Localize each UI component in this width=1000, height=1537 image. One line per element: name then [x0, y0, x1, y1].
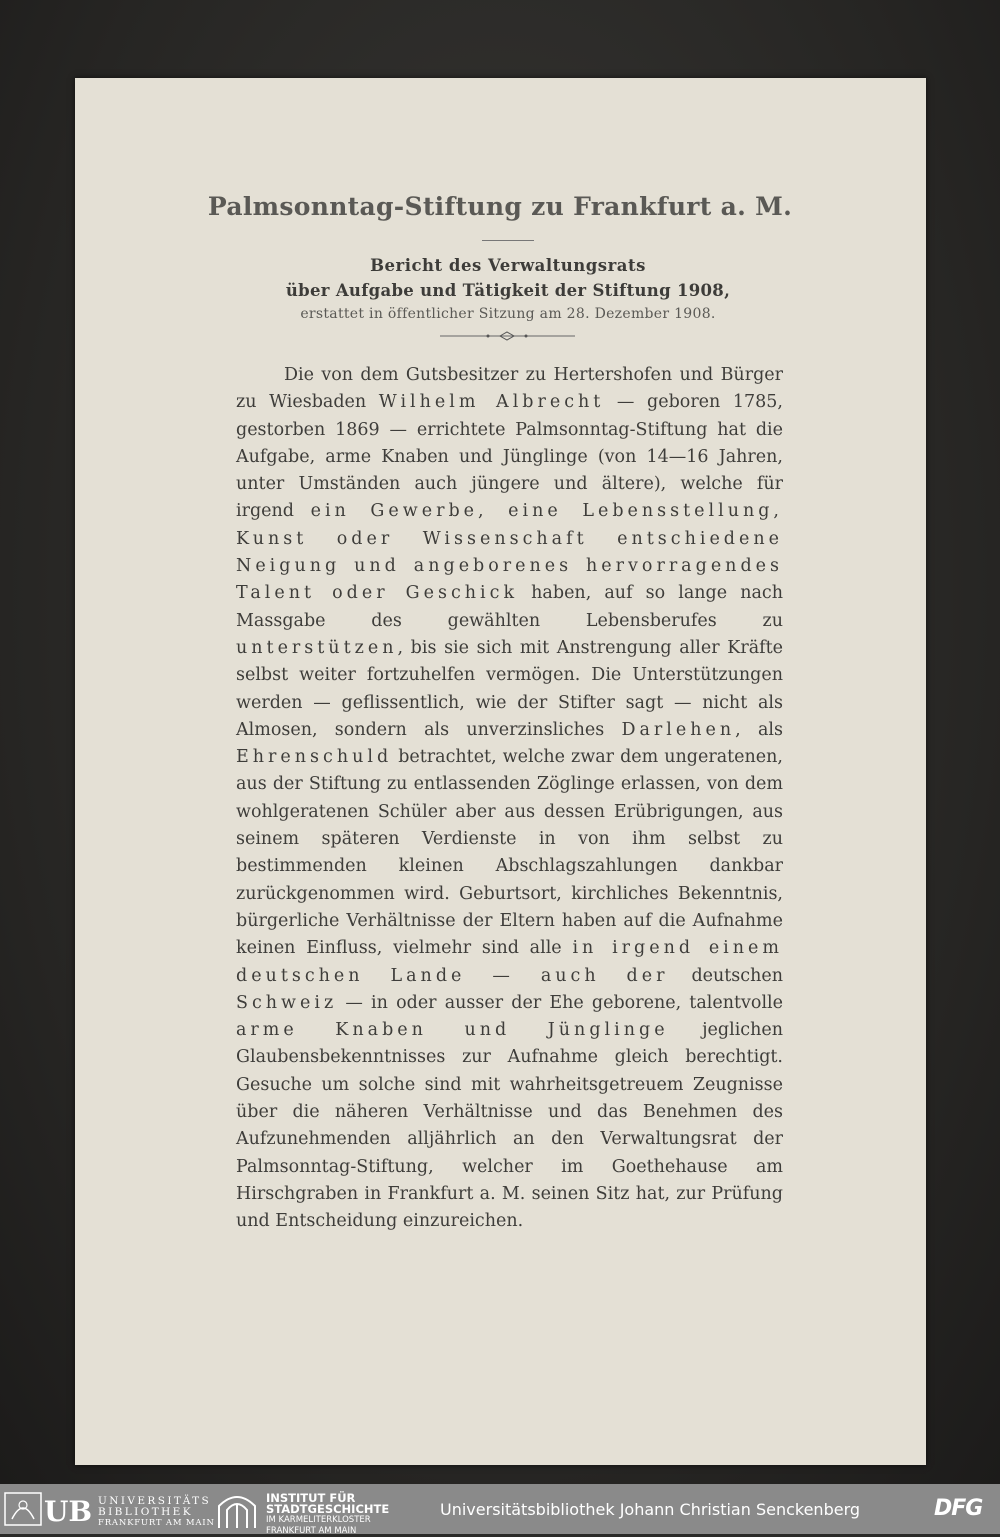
body-text-7: deutschen [668, 965, 783, 986]
emphasis-2: unterstützen [236, 637, 398, 658]
ub-text-block[interactable] [98, 1496, 215, 1529]
title-divider [482, 240, 534, 241]
ub-line-3: FRANKFURT AM MAIN [98, 1518, 215, 1528]
ub-line-1: UNIVERSITÄTS [98, 1495, 212, 1507]
body-text-4: , bis sie sich mit Anstrengung aller Kräfte selbst weiter fortzuhelfen vermögen. Die Unterstützungen werden — geflissentlich, wie der Stifter sagt — nicht als Almosen, sondern als unverzinsliches [236, 637, 783, 740]
emphasis-3: Darlehen [621, 719, 736, 740]
ub-logo-icon[interactable] [4, 1491, 92, 1527]
body-text-9: jeglichen Glaubensbekenntnisses zur Aufnahme gleich berechtigt. Gesuche um solche sind mit wahrheitsgetreuem Zeugnisse über die näheren Verhältnisse und das Benehmen des Aufzunehmenden alljährlich an den Verwaltungsrat der Palmsonntag-Stiftung, welcher im Goethehause am Hirschgraben in Frankfurt a. M. seinen Sitz hat, zur Prüfung und Entscheidung einzureichen. [236, 1020, 783, 1232]
report-heading: Bericht des Verwaltungsrats [370, 256, 646, 275]
isg-text-block[interactable] [266, 1493, 389, 1537]
report-session-note: erstattet in öffentlicher Sitzung am 28. Dezember 1908. [300, 306, 716, 322]
isg-line-3: IM KARMELITERKLOSTER [266, 1515, 371, 1525]
report-subheading: über Aufgabe und Tätigkeit der Stiftung 1908, [285, 281, 731, 300]
emphasis-7: arme Knaben und Jünglinge [236, 1020, 669, 1041]
isg-line-2: STADTGESCHICHTE [266, 1502, 390, 1516]
emphasis-1: ein Gewerbe, eine Lebensstellung, Kunst oder Wissenschaft entschiedene Neigung und angeborenes hervorragendes Talent oder Geschick [236, 501, 783, 604]
ub-short-label: UB [44, 1495, 92, 1527]
body-text-3: haben, auf so lange nach Massgabe des gewählten Lebensberufes zu [236, 583, 783, 631]
body-text-5: , als [735, 719, 783, 740]
emphasis-4: Ehrenschuld [236, 747, 393, 768]
library-name-link[interactable]: Universitätsbibliothek Johann Christian Senckenberg [440, 1500, 861, 1519]
ornament-divider [440, 330, 575, 342]
isg-line-4: FRANKFURT AM MAIN [266, 1526, 357, 1536]
isg-logo-icon[interactable] [215, 1492, 259, 1530]
body-text-2: — geboren 1785, gestorben 1869 — errichtete Palmsonntag-Stiftung hat die Aufgabe, arme Knaben und Jünglinge (von 14—16 Jahren, unter Umständen auch jüngere und ältere), welche für irgend [236, 392, 783, 522]
emphasis-6: Schweiz [236, 992, 338, 1013]
dfg-logo[interactable]: DFG [934, 1496, 983, 1521]
body-text-1: Die von dem Gutsbesitzer zu Hertershofen und Bürger zu Wiesbaden [236, 365, 783, 413]
body-text-8: — in oder ausser der Ehe geborene, talentvolle [337, 992, 783, 1013]
body-paragraph [236, 362, 783, 1236]
document-title: Palmsonntag-Stiftung zu Frankfurt a. M. [207, 192, 793, 221]
founder-name: Wilhelm Albrecht [378, 392, 605, 413]
ub-line-2: BIBLIOTHEK [98, 1506, 193, 1518]
isg-line-1: INSTITUT FÜR [266, 1491, 356, 1505]
body-text-6: betrachtet, welche zwar dem ungeratenen, aus der Stiftung zu entlassenden Zöglinge erlassen, von dem wohlgeratenen Schüler aber aus dessen Erübrigungen, aus seinem späteren Verdienste in von ihm selbst zu bestimmenden kleinen Abschlagszahlungen dankbar zurückgenommen wird. Geburtsort, kirchliches Bekenntnis, bürgerliche Verhältnisse der Eltern haben auf die Aufnahme keinen Einfluss, vielmehr sind alle [236, 747, 783, 959]
emphasis-5: in irgend einem deutschen Lande — auch der [236, 938, 783, 986]
